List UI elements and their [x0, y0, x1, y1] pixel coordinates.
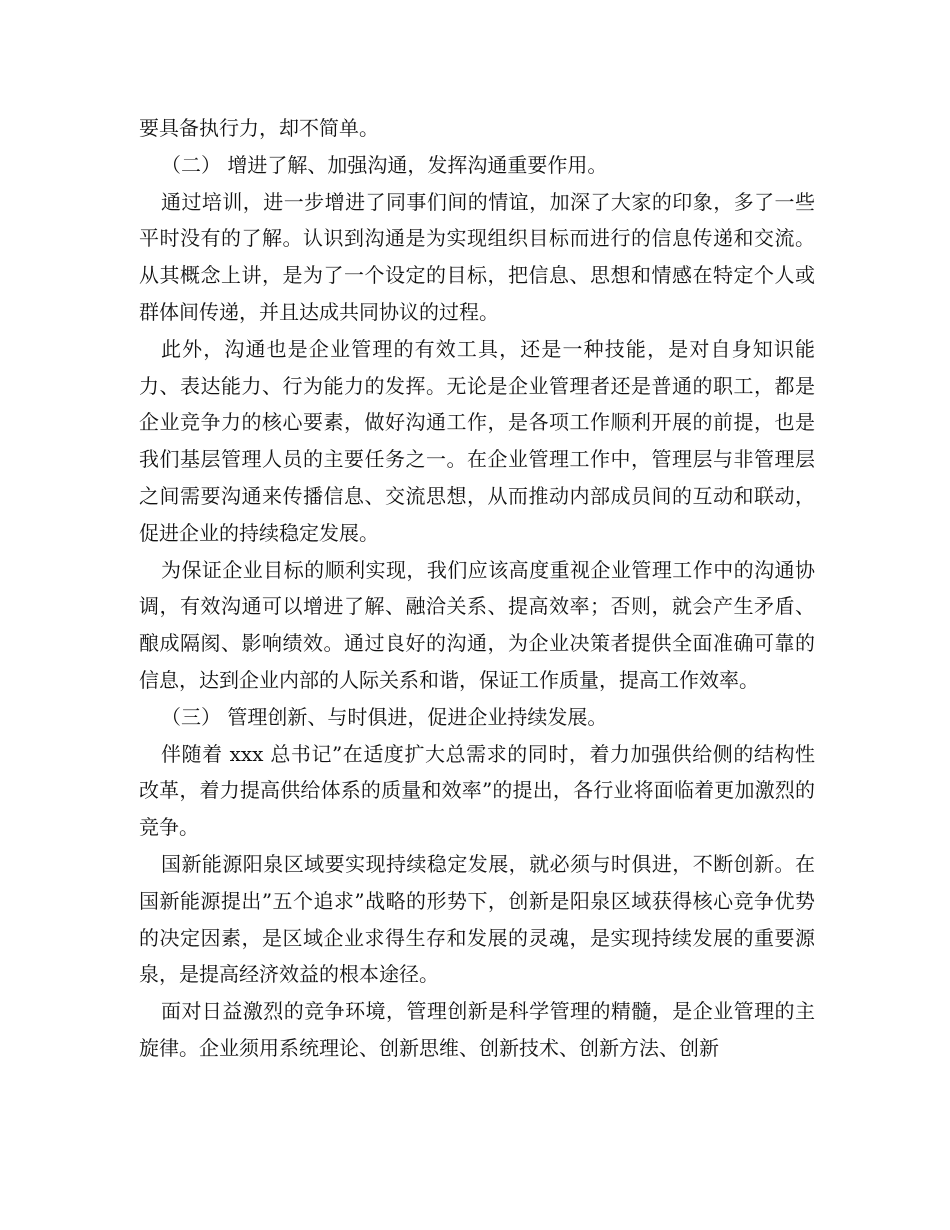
paragraph: 伴随着 xxx 总书记”在适度扩大总需求的同时，着力加强供给侧的结构性改革，着力提高供给体系的质量和效率”的提出，各行业将面临着更加激烈的竞争。 — [139, 741, 815, 840]
section-heading-3: （三） 管理创新、与时俱进，促进企业持续发展。 — [161, 704, 608, 729]
section-heading-2: （二） 增进了解、加强沟通，发挥沟通重要作用。 — [161, 152, 608, 177]
paragraph: 为保证企业目标的顺利实现，我们应该高度重视企业管理工作中的沟通协调，有效沟通可以增进了解、融洽关系、提高效率；否则，就会产生矛盾、酿成隔阂、影响绩效。通过良好的沟通，为企业决策者提供全面准确可靠的信息，达到企业内部的人际关系和谐，保证工作质量，提高工作效率。 — [139, 557, 815, 692]
paragraph: 此外，沟通也是企业管理的有效工具，还是一种技能，是对自身知识能力、表达能力、行为能力的发挥。无论是企业管理者还是普通的职工，都是企业竞争力的核心要素，做好沟通工作，是各项工作顺利开展的前提，也是我们基层管理人员的主要任务之一。在企业管理工作中，管理层与非管理层之间需要沟通来传播信息、交流思想，从而推动内部成员间的互动和联动，促进企业的持续稳定发展。 — [139, 336, 815, 545]
document-page — [139, 110, 815, 1067]
paragraph: 国新能源阳泉区域要实现持续稳定发展，就必须与时俱进，不断创新。在国新能源提出”五个追求”战略的形势下，创新是阳泉区域获得核心竞争优势的决定因素，是区域企业求得生存和发展的灵魂，是实现持续发展的重要源泉，是提高经济效益的根本途径。 — [139, 851, 815, 987]
paragraph: 面对日益激烈的竞争环境，管理创新是科学管理的精髓，是企业管理的主旋律。企业须用系统理论、创新思维、创新技术、创新方法、创新 — [139, 999, 815, 1060]
paragraph: 通过培训，进一步增进了同事们间的情谊，加深了大家的印象，多了一些平时没有的了解。认识到沟通是为实现组织目标而进行的信息传递和交流。从其概念上讲，是为了一个设定的目标，把信息、思想和情感在特定个人或群体间传递，并且达成共同协议的过程。 — [139, 189, 815, 324]
paragraph-continuation: 要具备执行力，却不简单。 — [139, 116, 379, 140]
